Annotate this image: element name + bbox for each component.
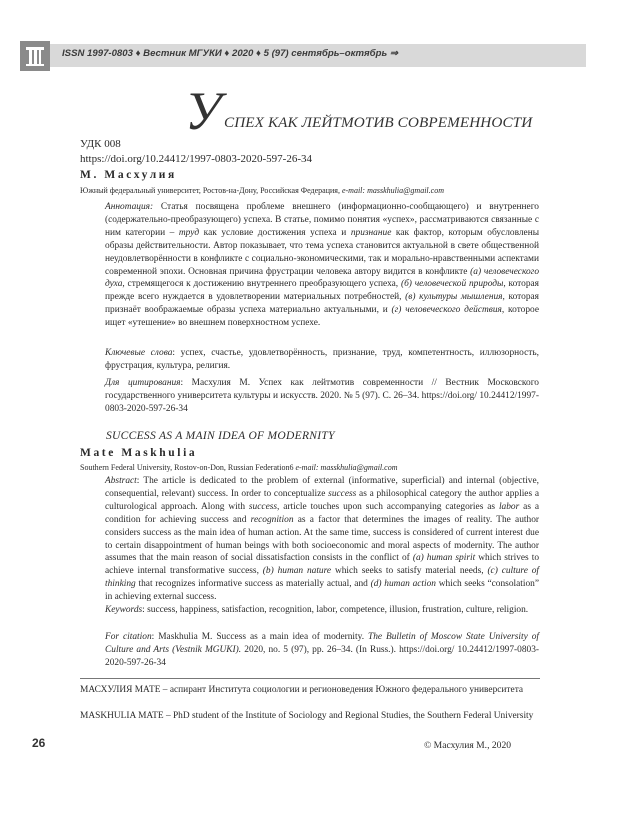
doi-link[interactable]: https://doi.org/10.24412/1997-0803-2020-597-26-34 [80,153,313,165]
column-icon [20,41,50,71]
citation-text: : Масхулия М. Успех как лейтмотив современности // Вестник Московского государственного университета культуры и искусств. 2020. № 5 (97). С. 26–34. https://doi.org/ 10.24412/1997-0803-2020-597-26-34 [105,378,539,414]
term-human-nature: (б) человеческой природы [400,279,504,290]
keywords-label: Ключевые слова [105,348,173,358]
abstract-text: , которое ищет «утешение» во внешнем поверхностном успехе. [105,305,539,329]
abstract-text: as a condition for achieving success and [105,501,540,525]
abstract-label-en: Abstract [105,476,137,486]
abstract-text: как фактор, которым обусловлены образы действительности. Автор показывает, что тема успеха становится актуальной в свете общественной неудовлетворённости в конфликте с социально-экономическими, так и морально-нравственными аспектами современной эпохи. Основная причина фрустрации человека автору видится в конфликте [105,227,540,277]
term: (c) culture of thinking [105,566,540,590]
keywords-text: : success, happiness, satisfaction, recognition, labor, competence, illusion, frustration, culture, religion. [142,605,529,615]
abstract-text: как условие достижения успеха и [203,227,347,238]
citation-label-en: For citation [105,632,152,642]
term: success [248,501,278,512]
abstract-text: : The article is dedicated to the problem of external (informative, superficial) and internal (objective, consequential, relevant) success. In order to conceptualize [105,476,539,499]
abstract-ru [105,201,539,330]
journal-header: ISSN 1997-0803 ♦ Вестник МГУКИ ♦ 2020 ♦ 5 (97) сентябрь–октябрь ⇒ [62,48,398,59]
term-human-action: (г) человеческого действия [391,305,502,316]
journal-name: The Bulletin of Moscow State University of Culture and Arts (Vestnik MGUKI). [105,632,540,655]
affiliation-ru [80,186,444,195]
footnote-divider [80,678,540,679]
abstract-text: that recognizes informative success as materially actual, and [138,579,368,590]
author-name-en: Mate Maskhulia [80,447,198,459]
abstract-text: as a factor that determines the images of reality. The author considers success as the main idea of human action. At the same time, success is considered of current interest due to certain disappointment of human beings with both socioeconomic and moral aspects of modernity. The author assumes that the main reason of social dissatisfaction consists in the conflict of [105,514,540,564]
term-culture-of-thinking: (в) культуры мышления [405,292,503,303]
abstract-en [105,475,539,604]
author-email-en[interactable]: e-mail: masskhulia@gmail.com [295,463,398,472]
article-title-en: SUCCESS AS A MAIN IDEA OF MODERNITY [106,430,335,442]
keywords-label-en: Keywords [105,605,143,615]
term-labor: труд [178,227,200,238]
author-name-ru: М. Масхулия [80,169,177,181]
affiliation-text: Южный федеральный университет, Ростов-на-Дону, Российская Федерация, [80,186,340,195]
term: (a) human spirit [412,553,476,564]
abstract-text: which seeks to satisfy material needs, [334,566,484,577]
citation-text: : Maskhulia M. Success as a main idea of modernity. [151,632,365,642]
title-initial-letter: У [185,81,222,141]
copyright: © Масхулия М., 2020 [424,740,512,751]
term: success [328,488,357,499]
term: (b) human nature [262,566,332,577]
abstract-text: Статья посвящена проблеме внешнего (информационно-сообщающего) и внутреннего (содержательно-преобразующего) успеха. В статье, помимо понятия «успех», рассматриваются связанные с ним категории – [105,202,539,238]
article-title: СПЕХ КАК ЛЕЙТМОТИВ СОВРЕМЕННОСТИ [224,114,533,131]
keywords-ru [105,347,539,373]
citation-text: 2020, no. 5 (97), pp. 26–34. (In Russ.). https://doi.org/ 10.24412/1997-0803-2020-597-26-34 [105,644,540,668]
udc-code: УДК 008 [80,138,121,150]
citation-en [105,631,539,670]
author-email[interactable]: e-mail: masskhulia@gmail.com [341,186,444,195]
citation-ru [105,377,539,416]
affiliation-en [80,463,397,472]
abstract-label: Аннотация: [105,202,154,212]
term: labor [498,501,520,512]
abstract-text: , стремящегося к достижению внутреннего преобразующего успеха, [122,279,399,290]
affiliation-text: Southern Federal University, Rostov-on-Don, Russian Federation6 [80,463,294,472]
journal-logo [20,41,50,71]
term-recognition: признание [350,227,392,238]
author-bio-en: MASKHULIA MATE – PhD student of the Institute of Sociology and Regional Studies, the Southern Federal University [80,711,534,721]
abstract-text: which strives to achieve internal transformative success, [105,553,540,577]
term-human-spirit: (а) человеческого духа [105,266,540,290]
abstract-text: which seeks “consolation” in achieving external success. [105,579,540,603]
author-bio-ru: МАСХУЛИЯ МАТЕ – аспирант Института социологии и регионоведения Южного федерального университета [80,685,524,695]
citation-label: Для цитирования [105,378,181,388]
abstract-text: , которая прежде всего нуждается в удовлетворении материальных потребностей, [105,279,539,303]
keywords-en [105,604,539,617]
term: (d) human action [370,579,436,590]
abstract-text: as a philosophical category the author applies a culturological approach. Along with [105,488,539,512]
page-number: 26 [32,736,46,750]
keywords-text: : успех, счастье, удовлетворённость, признание, труд, компетентность, иллюзорность, фрустрация, культура, религия. [105,348,539,371]
term: recognition [250,514,294,525]
abstract-text: , которая признаёт воображаемые образы успеха материально актуальными, и [105,292,539,316]
abstract-text: , article touches upon such accompanying categories as [277,501,496,512]
